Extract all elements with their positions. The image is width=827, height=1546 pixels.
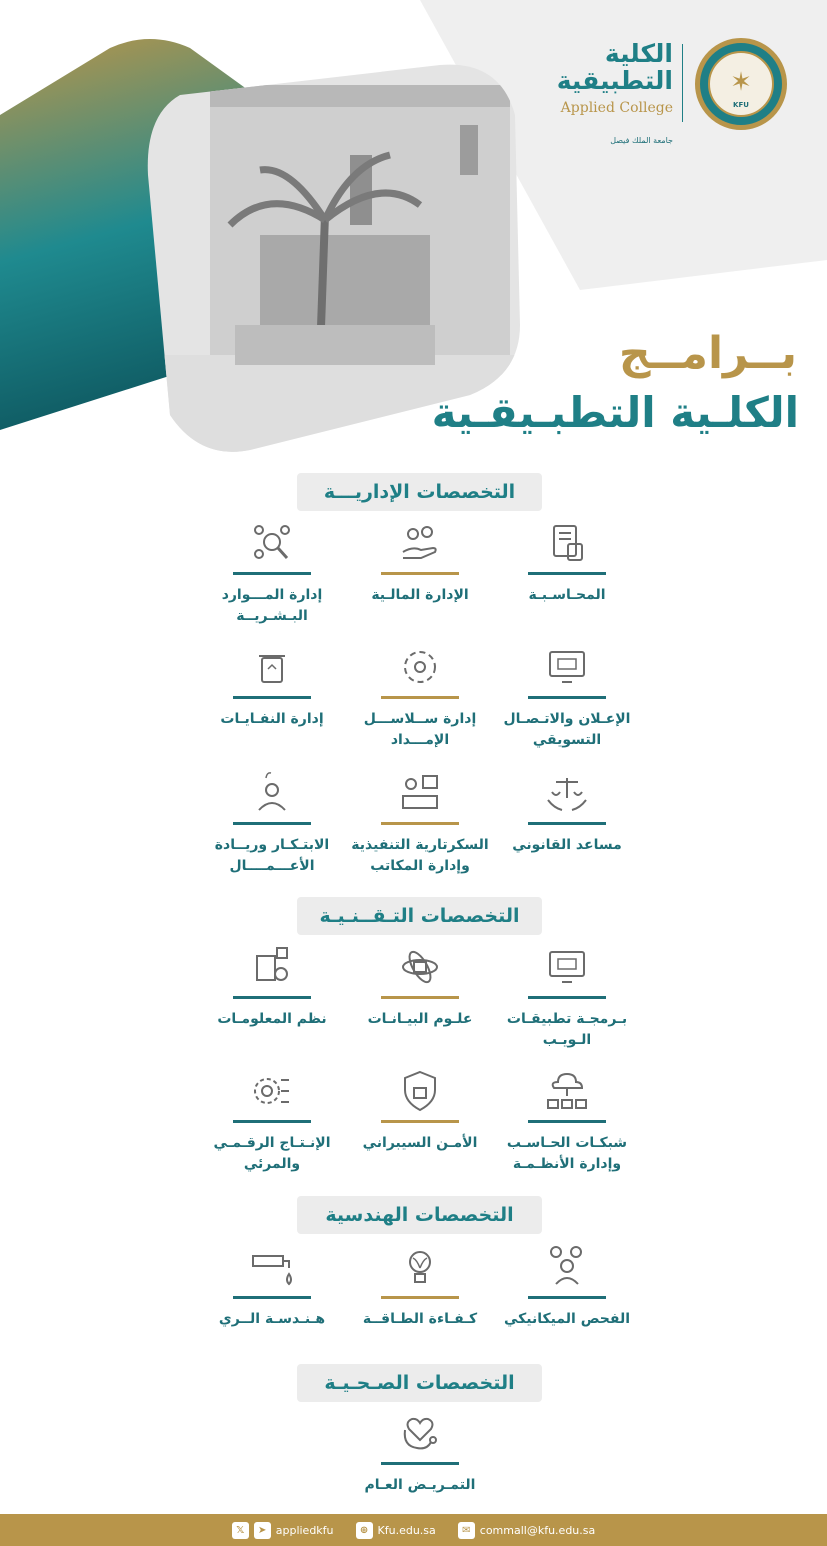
irrigation-engineering-icon <box>249 1244 295 1290</box>
program-label: المحـاسـبـة <box>528 587 606 603</box>
program-label: إدارة النفـايـات <box>220 711 324 727</box>
data-science-icon <box>397 944 443 990</box>
program-label: هـنـدسـة الــري <box>218 1311 326 1327</box>
item-underline <box>528 1120 606 1123</box>
waste-management-icon <box>249 644 295 690</box>
program-financial-management[interactable] <box>350 520 490 606</box>
digital-production-icon <box>249 1068 295 1114</box>
computer-networks-icon <box>544 1068 590 1114</box>
program-label: السكرتارية التنفيذية وإدارة المكاتب <box>351 837 489 874</box>
item-underline <box>528 696 606 699</box>
program-data-science[interactable] <box>350 944 490 1030</box>
program-legal-assistant[interactable] <box>497 770 637 856</box>
secretary-icon <box>397 770 443 816</box>
program-label: الابتـكـار وريــادة الأعـــمــــال <box>214 837 330 874</box>
program-executive-secretary[interactable] <box>350 770 490 877</box>
program-irrigation-engineering[interactable] <box>202 1244 342 1330</box>
supply-chain-icon <box>397 644 443 690</box>
section-heading-eng: التخصصات الهندسية <box>297 1196 542 1234</box>
item-underline <box>233 822 311 825</box>
program-label: إدارة المـــوارد البـشـريــة <box>221 587 323 624</box>
item-underline <box>381 1462 459 1465</box>
section-heading-admin: التخصصات الإداريـــة <box>297 473 542 511</box>
program-accounting[interactable] <box>497 520 637 606</box>
program-information-systems[interactable] <box>202 944 342 1030</box>
globe-icon: ⊕ <box>356 1522 373 1539</box>
program-web-programming[interactable] <box>497 944 637 1051</box>
program-label: إدارة ســلاســـل الإمـــداد <box>363 711 477 748</box>
item-underline <box>528 1296 606 1299</box>
information-systems-icon <box>249 944 295 990</box>
program-computer-networks[interactable] <box>497 1068 637 1175</box>
footer-bar <box>0 1514 827 1546</box>
financial-management-icon <box>397 520 443 566</box>
item-underline <box>528 572 606 575</box>
section-heading-health: التخصصات الصـحـيـة <box>297 1364 542 1402</box>
logo-arabic-name: الكلية التطبيقية <box>556 39 673 95</box>
program-label: الإنـتـاج الرقـمـي والمرئي <box>213 1135 331 1172</box>
program-innovation[interactable] <box>202 770 342 877</box>
item-underline <box>381 572 459 575</box>
human-resources-icon <box>249 520 295 566</box>
footer-social[interactable] <box>232 1522 334 1539</box>
item-underline <box>233 1120 311 1123</box>
item-underline <box>528 822 606 825</box>
program-label: علـوم البيـانـات <box>367 1011 473 1027</box>
program-marketing[interactable] <box>497 644 637 751</box>
kfu-seal-icon <box>695 38 787 130</box>
program-supply-chain[interactable] <box>350 644 490 751</box>
mechanical-inspection-icon <box>544 1244 590 1290</box>
program-cybersecurity[interactable] <box>350 1068 490 1154</box>
program-label: كـفـاءة الطـاقــة <box>362 1311 478 1327</box>
program-waste-management[interactable] <box>202 644 342 730</box>
program-label: شبكـات الحـاسـب وإدارة الأنظـمـة <box>506 1135 628 1172</box>
logo-english-name: Applied College <box>560 100 673 116</box>
program-label: مساعد القانوني <box>512 837 622 853</box>
palm-icon: ✶ <box>730 67 752 98</box>
seal-text: KFU <box>733 101 749 109</box>
item-underline <box>233 572 311 575</box>
item-underline <box>233 696 311 699</box>
mail-icon: ✉ <box>458 1522 475 1539</box>
footer-website[interactable] <box>356 1522 436 1539</box>
program-label: بـرمجـة تطبيقـات الـويـب <box>506 1011 628 1048</box>
program-digital-production[interactable] <box>202 1068 342 1175</box>
marketing-icon <box>544 644 590 690</box>
program-label: الأمـن السيبراني <box>362 1135 478 1151</box>
footer-website-link[interactable]: Kfu.edu.sa <box>377 1523 436 1537</box>
program-nursing[interactable] <box>350 1410 490 1496</box>
item-underline <box>233 996 311 999</box>
footer-email-link[interactable]: commall@kfu.edu.sa <box>479 1523 596 1537</box>
footer-social-handle[interactable]: appliedkfu <box>275 1523 334 1537</box>
program-human-resources[interactable] <box>202 520 342 627</box>
web-programming-icon <box>544 944 590 990</box>
accounting-icon <box>544 520 590 566</box>
section-heading-tech: التخصصات التـقــنـيـة <box>297 897 542 935</box>
item-underline <box>528 996 606 999</box>
item-underline <box>381 996 459 999</box>
logo-university-name: جامعة الملك فيصل <box>610 136 673 145</box>
legal-assistant-icon <box>544 770 590 816</box>
program-label: الفحص الميكانيكي <box>503 1311 631 1327</box>
nursing-icon <box>397 1410 443 1456</box>
item-underline <box>381 1296 459 1299</box>
program-label: الإعـلان والاتـصـال التسويقي <box>503 711 631 748</box>
energy-efficiency-icon <box>397 1244 443 1290</box>
item-underline <box>381 822 459 825</box>
item-underline <box>381 1120 459 1123</box>
cybersecurity-icon <box>397 1068 443 1114</box>
logo-divider <box>682 44 683 122</box>
page-title-college: الكلـية التطبـيقـية <box>431 388 799 437</box>
page-title-programs: بــرامــج <box>618 328 797 379</box>
item-underline <box>233 1296 311 1299</box>
footer-email[interactable] <box>458 1522 595 1539</box>
program-label: نظم المعلومـات <box>217 1011 327 1027</box>
innovation-icon <box>249 770 295 816</box>
telegram-icon[interactable]: ➤ <box>254 1522 271 1539</box>
x-icon[interactable]: 𝕏 <box>232 1522 249 1539</box>
program-mechanical-inspection[interactable] <box>497 1244 637 1330</box>
program-energy-efficiency[interactable] <box>350 1244 490 1330</box>
item-underline <box>381 696 459 699</box>
program-label: التمـريـض العـام <box>364 1477 476 1493</box>
program-label: الإدارة المالـية <box>371 587 469 603</box>
college-logo <box>517 38 787 158</box>
